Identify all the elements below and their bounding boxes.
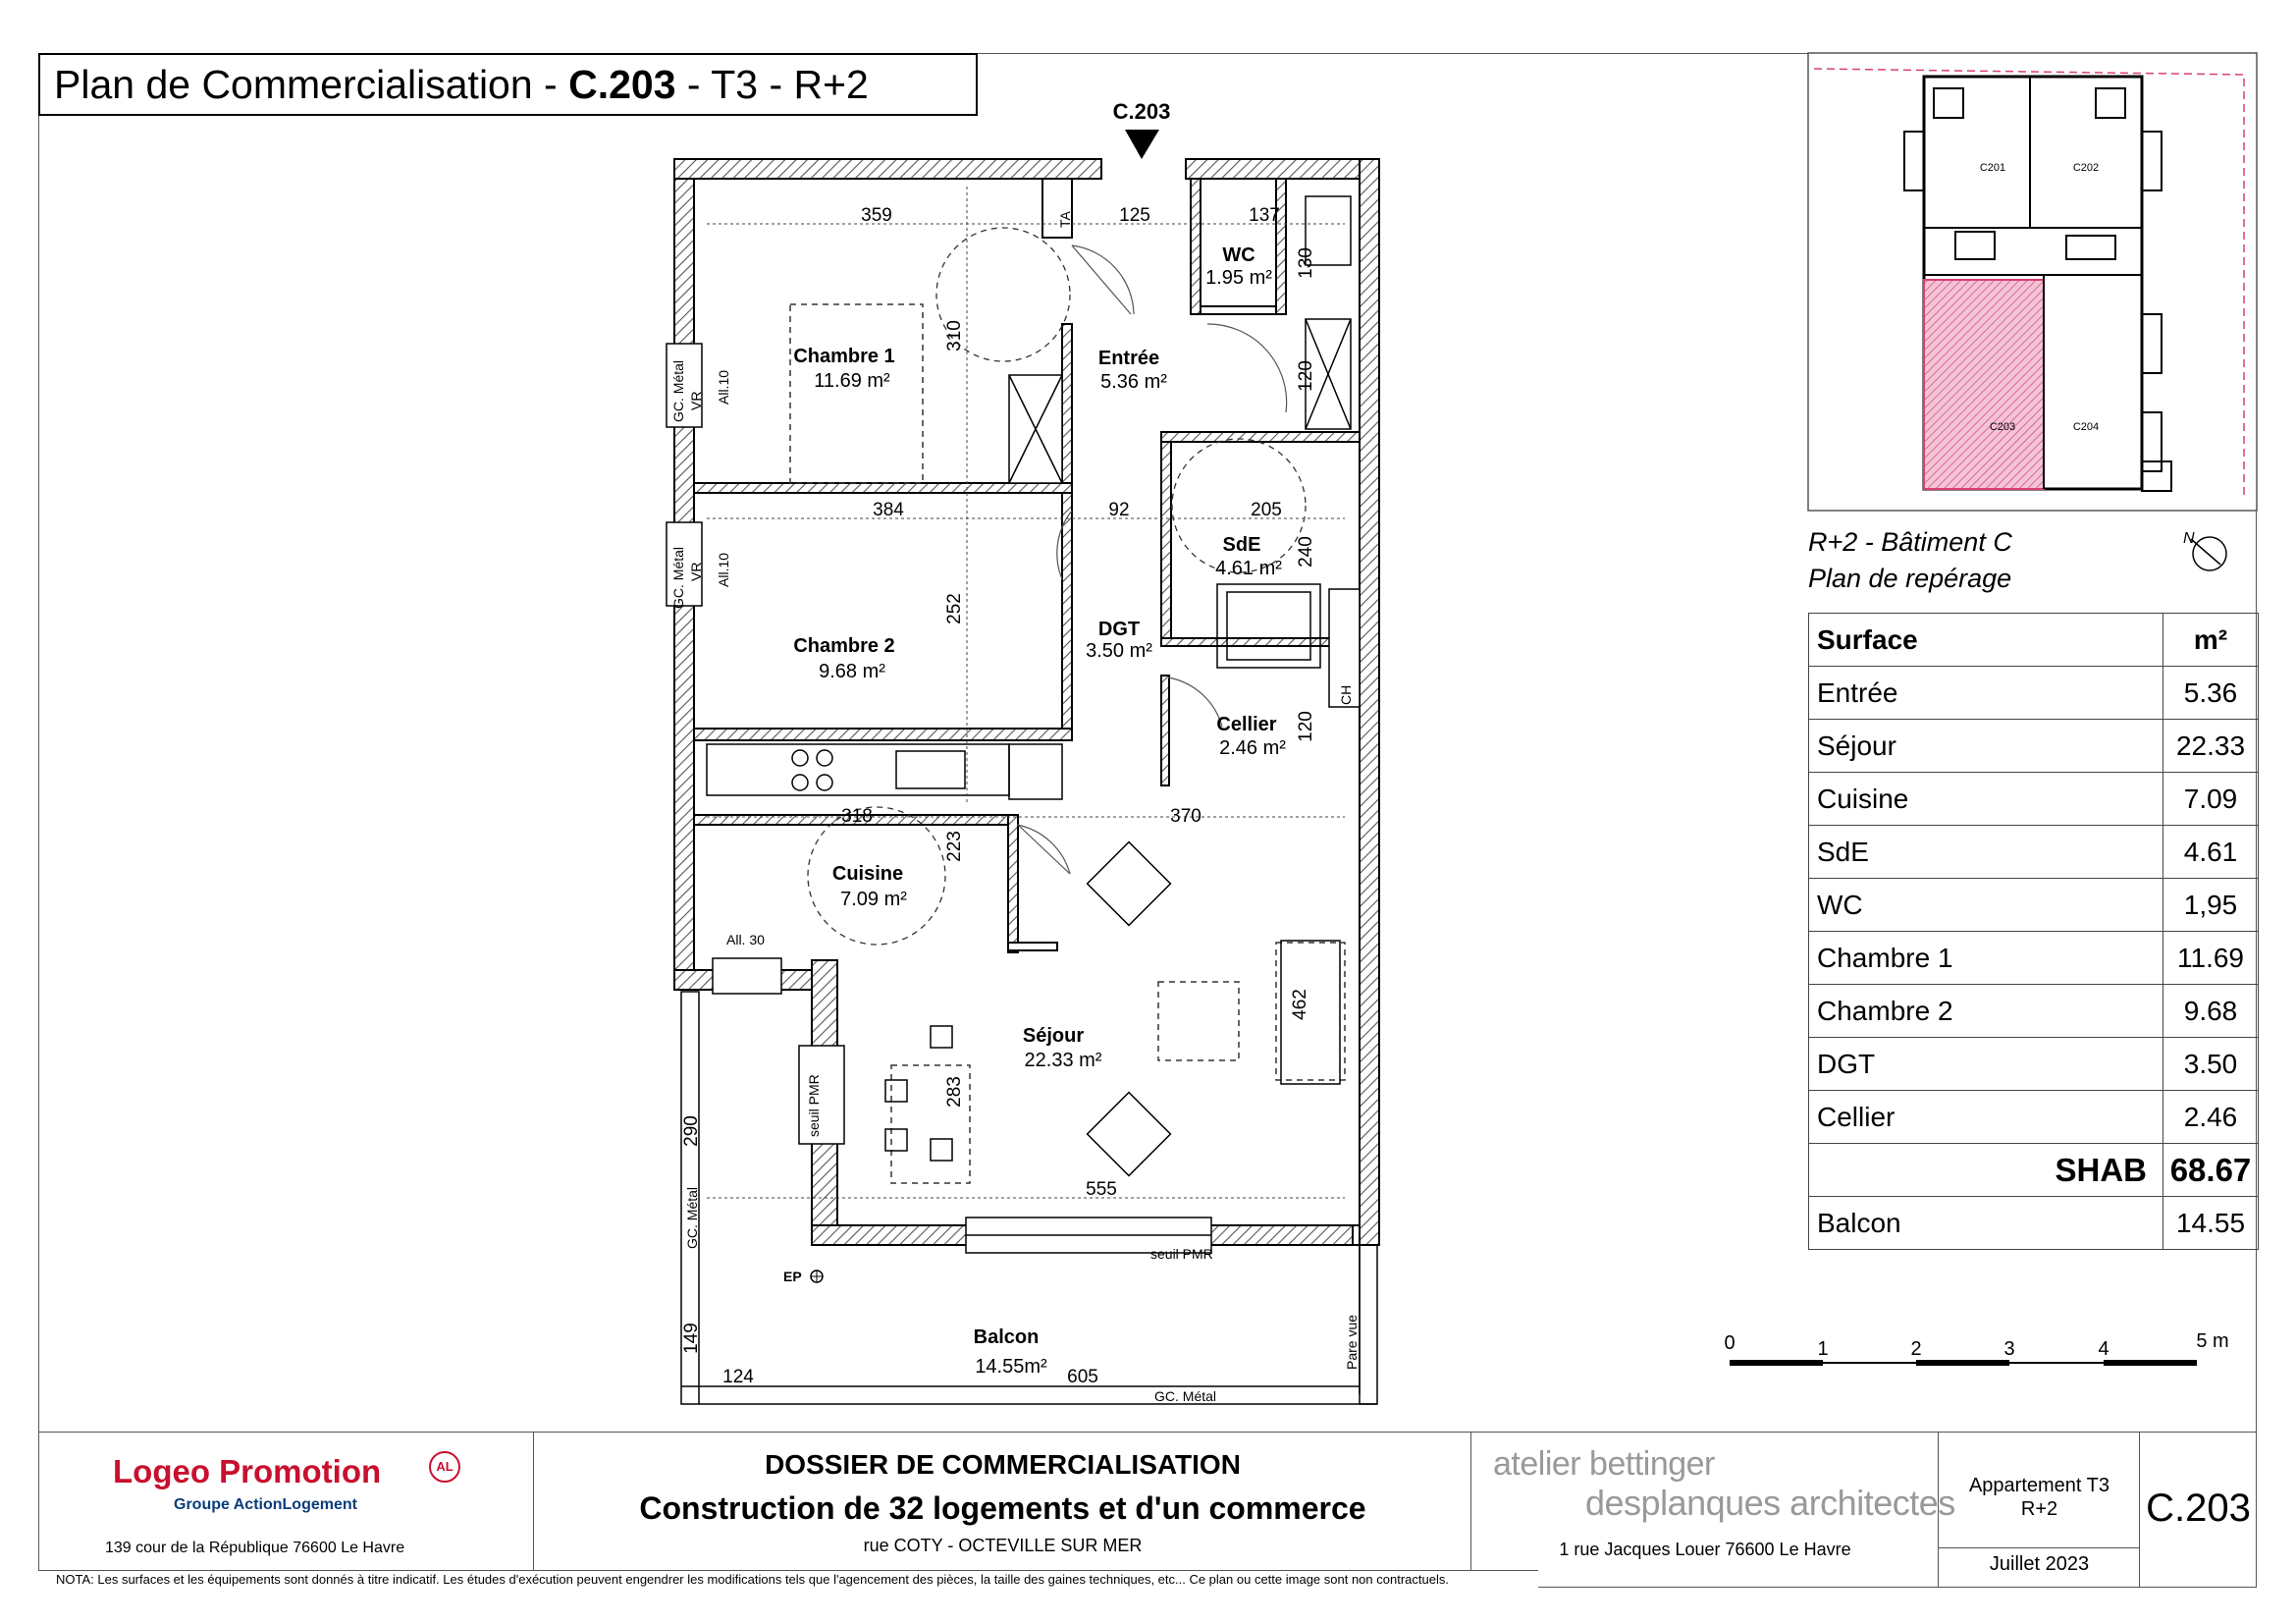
scale-tick-3: 3	[2003, 1338, 2015, 1360]
balcon-value: 14.55	[2163, 1197, 2259, 1250]
surface-label: Cuisine	[1809, 773, 2163, 826]
dim-120b: 120	[1296, 711, 1316, 742]
surface-label: Cellier	[1809, 1091, 2163, 1144]
dim-370: 370	[1170, 806, 1201, 827]
label-vr-2: VR	[688, 562, 704, 581]
sejour-chairs	[885, 842, 1340, 1176]
room-name-dgt: DGT	[1097, 619, 1141, 640]
surface-table	[1808, 613, 2259, 1250]
label-ch: CH	[1338, 684, 1354, 705]
label-vr-1: VR	[688, 391, 704, 410]
balcon-row	[1809, 1197, 2259, 1250]
apartment-type: Appartement T3	[1968, 1475, 2110, 1496]
project-address: rue COTY - OCTEVILLE SUR MER	[863, 1536, 1143, 1555]
reperage-unit-c203: C203	[1989, 421, 2016, 433]
table-row	[1809, 1038, 2259, 1091]
label-pare-vue: Pare vue	[1344, 1314, 1360, 1370]
room-area-sde: 4.61 m²	[1215, 558, 1282, 579]
project-block	[534, 1432, 1471, 1588]
apartment-divider	[1939, 1547, 2140, 1548]
apartment-block	[1939, 1432, 2140, 1588]
architect-address: 1 rue Jacques Louer 76600 Le Havre	[1559, 1540, 1851, 1559]
dimension-labels	[681, 205, 1316, 1387]
table-row	[1809, 1091, 2259, 1144]
surface-label: Entrée	[1809, 667, 2163, 720]
reperage-caption	[1808, 524, 2012, 597]
table-row	[1809, 720, 2259, 773]
room-area-chambre1: 11.69 m²	[814, 370, 890, 392]
promoter-group: Groupe ActionLogement	[174, 1496, 357, 1513]
architect-block	[1471, 1432, 1955, 1588]
reperage-caption-line1: R+2 - Bâtiment C	[1808, 527, 2012, 557]
dim-310: 310	[944, 320, 965, 352]
dim-125: 125	[1119, 205, 1150, 226]
room-name-chambre2: Chambre 2	[793, 635, 895, 657]
dim-205: 205	[1251, 500, 1282, 520]
surface-label: Chambre 2	[1809, 985, 2163, 1038]
scale-tick-5: 5 m	[2196, 1330, 2229, 1352]
room-name-cuisine: Cuisine	[831, 863, 904, 885]
dossier-title: DOSSIER DE COMMERCIALISATION	[765, 1449, 1241, 1480]
surface-value: 3.50	[2163, 1038, 2259, 1091]
room-name-wc: WC	[1222, 244, 1255, 266]
title-block	[38, 1432, 2257, 1588]
promoter-block	[38, 1432, 534, 1588]
label-gc-metal-2: GC. Métal	[670, 546, 686, 609]
room-area-sejour: 22.33 m²	[1024, 1050, 1102, 1071]
table-row	[1809, 932, 2259, 985]
room-name-entree: Entrée	[1097, 348, 1160, 369]
dim-149: 149	[681, 1323, 702, 1354]
turning-circles	[808, 228, 1306, 945]
scale-bar	[1724, 1327, 2234, 1377]
north-label: N	[2183, 530, 2195, 547]
surface-value: 22.33	[2163, 720, 2259, 773]
disclaimer-note: NOTA: Les surfaces et les équipements sont donnés à titre indicatif. Les études d'exécution peuvent engendrer les modifications tels que l'agencement des pièces, la taille des gaines techniques, etc... Ce plan ou cette image sont non contractuels.	[38, 1570, 1538, 1589]
dim-318: 318	[841, 806, 873, 827]
label-seuil-pmr-2: seuil PMR	[1150, 1246, 1213, 1262]
page-title: Plan de Commercialisation - C.203 - T3 - R+2	[38, 53, 978, 116]
label-all10-2: All.10	[716, 552, 731, 587]
scale-tick-4: 4	[2098, 1338, 2109, 1360]
label-ep: EP	[783, 1269, 802, 1284]
table-row	[1809, 985, 2259, 1038]
apartment-level: R+2	[2020, 1498, 2058, 1520]
dim-359: 359	[861, 205, 892, 226]
dim-605: 605	[1067, 1367, 1098, 1387]
surface-label: WC	[1809, 879, 2163, 932]
surface-value: 2.46	[2163, 1091, 2259, 1144]
surface-header-unit: m²	[2163, 614, 2259, 667]
label-gc-metal-3: GC. Métal	[684, 1186, 700, 1249]
reperage-unit-c202: C202	[2072, 162, 2100, 174]
reperage-plan	[1808, 53, 2257, 511]
label-all30: All. 30	[726, 932, 765, 947]
table-row	[1809, 773, 2259, 826]
surface-value: 1,95	[2163, 879, 2259, 932]
balcon-label: Balcon	[1809, 1197, 2163, 1250]
promoter-name: Logeo Promotion	[113, 1453, 382, 1489]
windows	[667, 344, 1211, 1253]
room-name-cellier: Cellier	[1216, 714, 1277, 735]
dim-92: 92	[1108, 500, 1130, 520]
room-area-cellier: 2.46 m²	[1219, 737, 1286, 759]
room-area-wc: 1.95 m²	[1205, 267, 1272, 289]
table-row	[1809, 879, 2259, 932]
surface-value: 11.69	[2163, 932, 2259, 985]
surface-label: SdE	[1809, 826, 2163, 879]
table-row	[1809, 826, 2259, 879]
room-area-entree: 5.36 m²	[1100, 371, 1167, 393]
architect-line2: desplanques architectes	[1585, 1483, 1955, 1523]
promoter-address: 139 cour de la République 76600 Le Havre	[105, 1540, 405, 1556]
surface-table-header	[1809, 614, 2259, 667]
label-all10-1: All.10	[716, 369, 731, 405]
dim-137: 137	[1249, 205, 1280, 226]
promoter-badge-icon: AL	[429, 1451, 460, 1483]
surface-label: Séjour	[1809, 720, 2163, 773]
date: Juillet 2023	[1989, 1553, 2090, 1575]
room-name-sejour: Séjour	[1022, 1025, 1085, 1047]
room-area-cuisine: 7.09 m²	[840, 889, 907, 910]
shab-label: SHAB	[1809, 1144, 2163, 1197]
dim-555: 555	[1086, 1179, 1117, 1200]
label-ta: TA	[1057, 211, 1073, 228]
room-name-sde: SdE	[1222, 534, 1261, 556]
lot-number: C.203	[2146, 1487, 2251, 1530]
dim-130: 130	[1296, 247, 1316, 279]
room-area-balcon: 14.55m²	[975, 1356, 1047, 1378]
dim-124: 124	[722, 1367, 754, 1387]
dim-223: 223	[944, 831, 965, 862]
project-title: Construction de 32 logements et d'un commerce	[639, 1490, 1366, 1526]
dim-384: 384	[873, 500, 904, 520]
room-name-chambre1: Chambre 1	[793, 346, 895, 367]
room-area-chambre2: 9.68 m²	[819, 661, 885, 682]
kitchen-counter	[707, 744, 1009, 795]
label-gc-metal-4: GC. Métal	[1154, 1388, 1217, 1404]
dim-283: 283	[944, 1076, 965, 1108]
dim-290: 290	[681, 1115, 702, 1147]
architect-line1: atelier bettinger	[1493, 1445, 1715, 1483]
table-row	[1809, 667, 2259, 720]
north-arrow-icon	[2183, 530, 2226, 570]
reperage-unit-c201: C201	[1979, 162, 2006, 174]
surface-value: 5.36	[2163, 667, 2259, 720]
lot-block	[2140, 1432, 2257, 1588]
dim-120a: 120	[1296, 360, 1316, 392]
dim-252: 252	[944, 593, 965, 624]
surface-label: DGT	[1809, 1038, 2163, 1091]
entry-marker-arrow	[1125, 130, 1159, 159]
reperage-unit-c204: C204	[2072, 421, 2100, 433]
shower	[1217, 584, 1320, 668]
entry-marker-label: C.203	[1112, 99, 1171, 124]
dim-462: 462	[1290, 989, 1310, 1020]
room-area-dgt: 3.50 m²	[1086, 640, 1152, 662]
surface-value: 4.61	[2163, 826, 2259, 879]
room-name-balcon: Balcon	[973, 1326, 1040, 1348]
label-seuil-pmr-1: seuil PMR	[806, 1074, 822, 1137]
surface-value: 7.09	[2163, 773, 2259, 826]
label-gc-metal-1: GC. Métal	[670, 359, 686, 422]
dim-240: 240	[1296, 536, 1316, 568]
scale-tick-2: 2	[1910, 1338, 1922, 1360]
surface-label: Chambre 1	[1809, 932, 2163, 985]
shab-row	[1809, 1144, 2259, 1197]
scale-tick-0: 0	[1724, 1332, 1735, 1354]
outer-walls	[674, 159, 1379, 1245]
surface-value: 9.68	[2163, 985, 2259, 1038]
reperage-caption-line2: Plan de repérage	[1808, 564, 2012, 593]
shab-value: 68.67	[2163, 1144, 2259, 1197]
surface-header-label: Surface	[1809, 614, 2163, 667]
scale-tick-1: 1	[1817, 1338, 1829, 1360]
